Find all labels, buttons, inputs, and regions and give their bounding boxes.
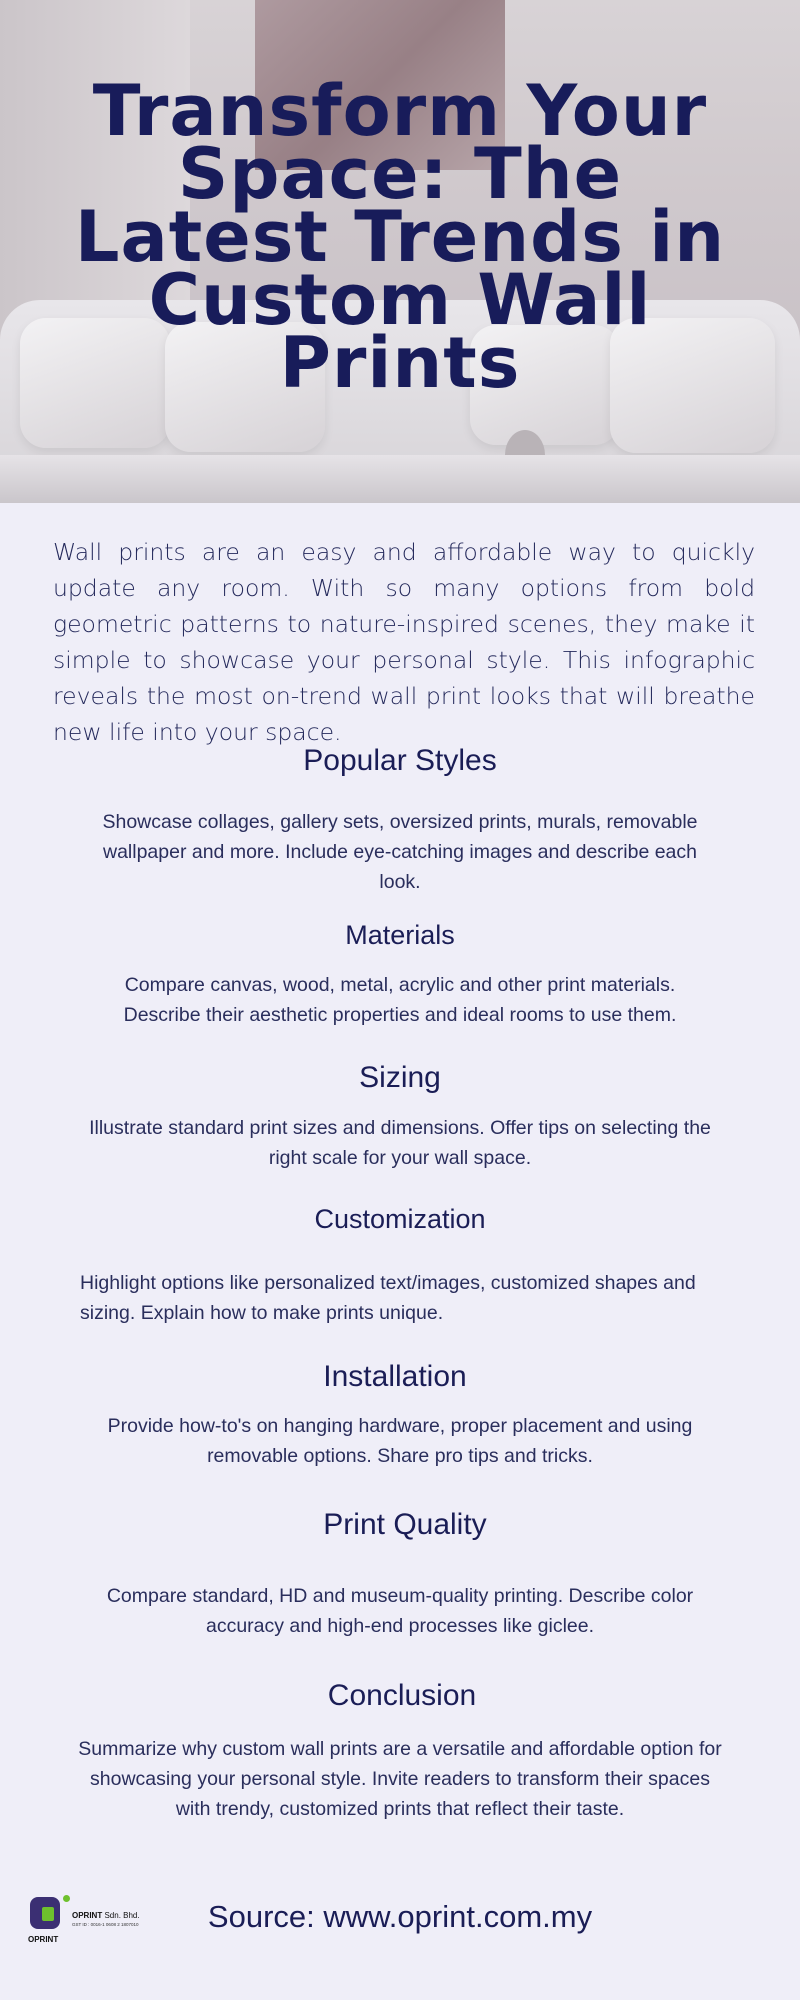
section-body-popular-styles: Showcase collages, gallery sets, oversized prints, murals, removable wallpaper and more. Include eye-catching images and describe each look. (102, 811, 698, 893)
logo-wordmark: OPRINT (28, 1935, 59, 1944)
logo-inner-shape (42, 1907, 54, 1921)
section-title-installation: Installation (323, 1360, 467, 1393)
section-title-print-quality: Print Quality (323, 1508, 487, 1541)
logo-green-dot-icon (63, 1895, 70, 1902)
section-body-print-quality: Compare standard, HD and museum-quality printing. Describe color accuracy and high-end processes like giclee. (106, 1585, 694, 1637)
hero-banner (0, 0, 800, 503)
section-body-installation: Provide how-to's on hanging hardware, proper placement and using removable options. Share pro tips and tricks. (107, 1415, 693, 1467)
section-body-customization: Highlight options like personalized text/images, customized shapes and sizing. Explain how to make prints unique. (80, 1272, 696, 1324)
section-body-conclusion: Summarize why custom wall prints are a versatile and affordable option for showcasing your personal style. Invite readers to transform their spaces with trendy, customized prints that reflect their taste. (78, 1738, 722, 1820)
section-title-customization: Customization (314, 1204, 486, 1234)
logo-mark-icon (30, 1897, 60, 1929)
section-body-materials: Compare canvas, wood, metal, acrylic and other print materials. Describe their aesthetic properties and ideal rooms to use them. (123, 974, 677, 1026)
section-title-conclusion: Conclusion (327, 1679, 477, 1712)
oprint-logo (28, 1895, 148, 1955)
intro-paragraph: Wall prints are an easy and affordable way to quickly update any room. With so many options from bold geometric patterns to nature-inspired scenes, they make it simple to showcase your personal style. This infographic reveals the most on-trend wall print looks that will breathe new life into your space. (53, 538, 755, 746)
logo-company-name (72, 1911, 140, 1920)
page-title: Transform Your Space: The Latest Trends in Custom Wall Prints (74, 70, 726, 404)
logo-brand-text: OPRINT (72, 1911, 103, 1920)
hero-sofa-seat (0, 455, 800, 503)
section-title-materials: Materials (345, 920, 455, 950)
section-title-sizing: Sizing (359, 1061, 441, 1094)
section-title-popular-styles: Popular Styles (303, 744, 497, 777)
logo-brand-suffix: Sdn. Bhd. (104, 1911, 140, 1920)
logo-registration-text: GST ID : 0016-1 0608 2 1807010 (72, 1922, 139, 1927)
source-credit: Source: www.oprint.com.my (207, 1899, 593, 1934)
section-body-sizing: Illustrate standard print sizes and dimensions. Offer tips on selecting the right scale for your wall space. (89, 1117, 711, 1169)
